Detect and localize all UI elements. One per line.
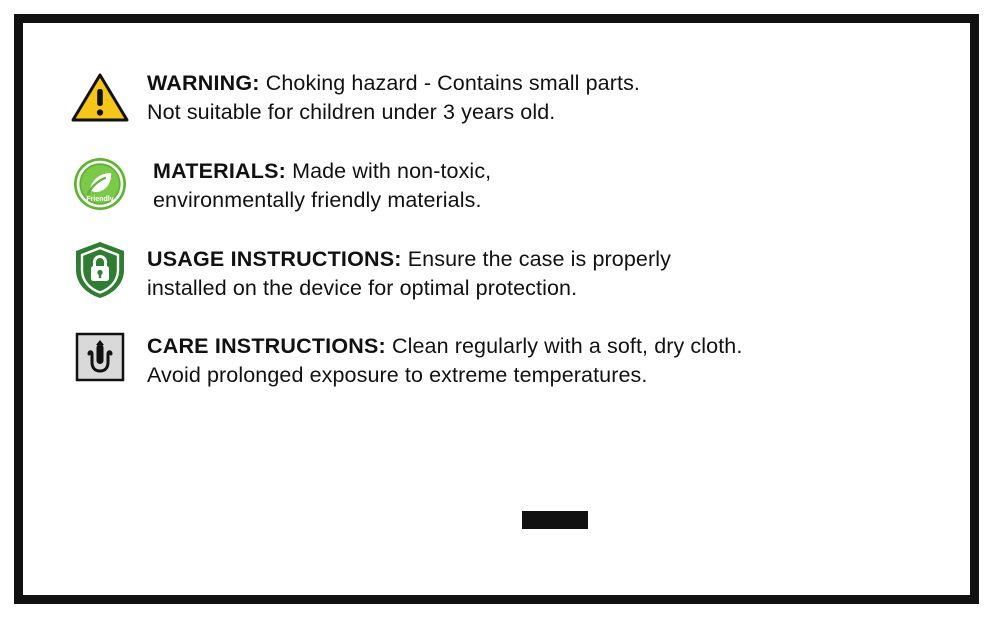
handle-with-care-icon — [69, 326, 131, 388]
notice-text-warning — [147, 67, 924, 126]
notice-body-materials: Made with non-toxic, — [292, 159, 492, 183]
notice-lead-warning: WARNING: — [147, 71, 260, 95]
notice-lead-materials: MATERIALS: — [153, 159, 286, 183]
label-border-frame — [14, 14, 979, 604]
notice-body2-warning: Not suitable for children under 3 years old. — [147, 99, 556, 124]
notice-row-warning — [69, 67, 924, 129]
ce-mark-icon — [23, 461, 970, 579]
shield-lock-icon — [69, 239, 131, 301]
warning-triangle-icon — [69, 67, 131, 129]
notice-body2-usage: installed on the device for optimal protection. — [147, 275, 578, 300]
notice-body-warning: Choking hazard - Contains small parts. — [265, 71, 640, 95]
notice-body-care: Clean regularly with a soft, dry cloth. — [391, 334, 743, 359]
notice-body-usage: Ensure the case is properly — [407, 247, 671, 271]
notice-body2-materials: environmentally friendly materials. — [153, 187, 482, 212]
notice-row-care — [69, 326, 924, 389]
notice-lead-usage: USAGE INSTRUCTIONS: — [147, 247, 402, 271]
eco-icon-caption: Friendly — [86, 196, 114, 203]
notice-text-care — [147, 326, 924, 389]
notice-text-usage — [147, 239, 924, 302]
notice-row-materials — [69, 153, 924, 215]
notice-row-usage — [69, 239, 924, 302]
notice-body2-care: Avoid prolonged exposure to extreme temperatures. — [147, 362, 648, 387]
notice-list — [69, 67, 924, 389]
notice-lead-care: CARE INSTRUCTIONS: — [147, 334, 386, 359]
eco-friendly-leaf-icon — [69, 153, 131, 215]
notice-text-materials — [147, 153, 924, 214]
